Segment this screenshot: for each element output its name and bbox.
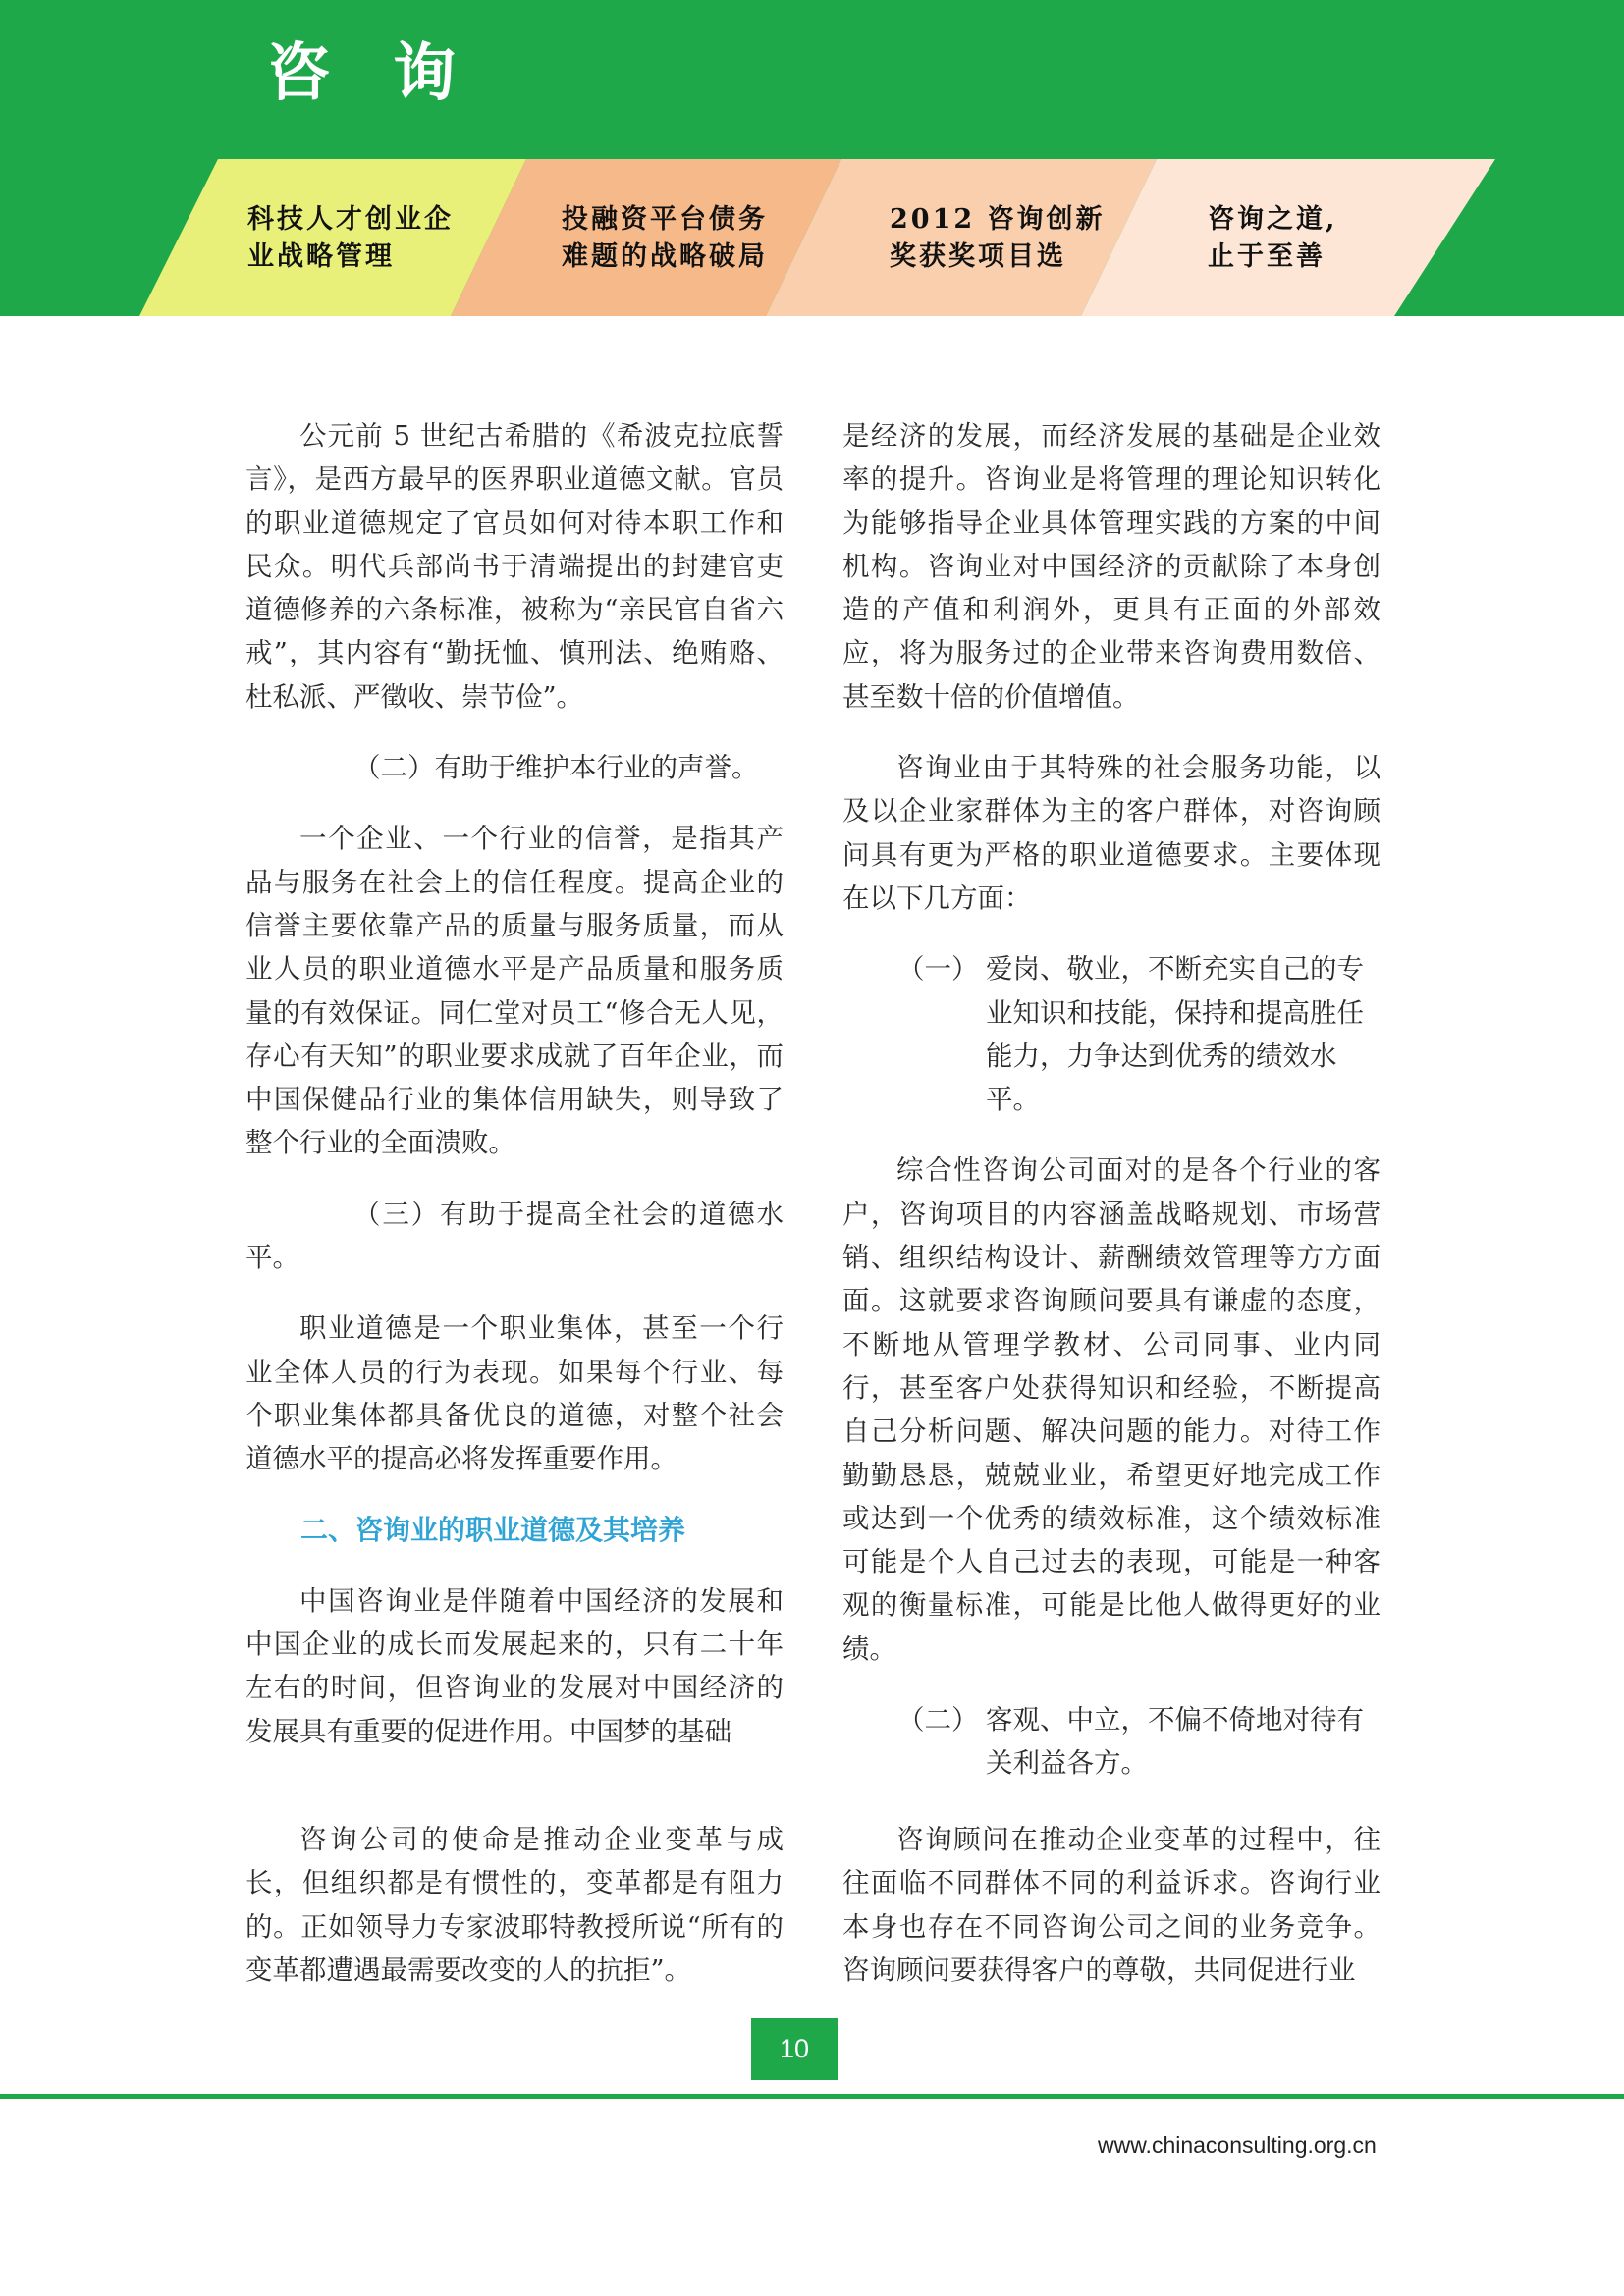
paragraph: 公元前 5 世纪古希腊的《希波克拉底誓言》，是西方最早的医界职业道德文献。官员的职业道德规定了官员如何对待本职工作和民众。明代兵部尚书于清端提出的封建官吏道德修养的六条标准，被称为“亲民官自省六戒”，其内容有“勤抚恤、慎刑法、绝贿赂、杜私派、严徵收、崇节俭”。 [245,420,784,713]
list-text: 客观、中立，不偏不倚地对待有关利益各方。 [986,1704,1364,1780]
header-tabs [0,159,1624,316]
section-heading: 二、咨询业的职业道德及其培养 [300,1513,686,1546]
left-column-bottom [245,1818,784,2019]
tab-2[interactable]: 投融资平台债务 难题的战略破局 [562,204,768,272]
paragraph: 咨询公司的使命是推动企业变革与成长，但组织都是有惯性的，变革都是有阻力的。正如领导力专家波耶特教授所说“所有的变革都遭遇最需要改变的人的抗拒”。 [245,1824,784,1986]
left-column [245,414,784,1781]
paragraph: 职业道德是一个职业集体，甚至一个行业全体人员的行为表现。如果每个行业、每个职业集体都具备优良的道德，对整个社会道德水平的提高必将发挥重要作用。 [245,1312,784,1475]
tab-3[interactable]: 2012 咨询创新 奖获奖项目选 [890,204,1106,272]
paragraph: 是经济的发展，而经济发展的基础是企业效率的提升。咨询业是将管理的理论知识转化为能够指导企业具体管理实践的方案的中间机构。咨询业对中国经济的贡献除了本身创造的产值和利润外，更具有正面的外部效应，将为服务过的企业带来咨询费用数倍、甚至数十倍的价值增值。 [842,420,1380,713]
list-number: （一） [897,953,979,986]
list-item [842,1698,1380,1786]
paragraph: 一个企业、一个行业的信誉，是指其产品与服务在社会上的信任程度。提高企业的信誉主要依靠产品的质量与服务质量，而从业人员的职业道德水平是产品质量和服务质量的有效保证。同仁堂对员工“修合无人见，存心有天知”的职业要求成就了百年企业，而中国保健品行业的集体信用缺失，则导致了整个行业的全面溃败。 [245,823,784,1159]
right-column-bottom [842,1818,1380,2019]
tab-4[interactable]: 咨询之道, 止于至善 [1208,204,1338,272]
header-title: 咨询 [267,36,518,110]
subheading: （二）有助于维护本行业的声誉。 [353,752,759,784]
page-number: 10 [751,2018,838,2080]
tab-1[interactable]: 科技人才创业企 业战略管理 [247,204,454,272]
footer-divider [0,2094,1624,2099]
paragraph: 咨询业由于其特殊的社会服务功能，以及以企业家群体为主的客户群体，对咨询顾问具有更为严格的职业道德要求。主要体现在以下几方面： [842,752,1380,914]
paragraph: 综合性咨询公司面对的是各个行业的客户，咨询项目的内容涵盖战略规划、市场营销、组织结构设计、薪酬绩效管理等方方面面。这就要求咨询顾问要具有谦虚的态度，不断地从管理学教材、公司同事、业内同行，甚至客户处获得知识和经验，不断提高自己分析问题、解决问题的能力。对待工作勤勤恳恳，兢兢业业，希望更好地完成工作或达到一个优秀的绩效标准，这个绩效标准可能是个人自己过去的表现，可能是一种客观的衡量标准，可能是比他人做得更好的业绩。 [842,1154,1380,1665]
subheading: （三）有助于提高全社会的道德水平。 [245,1198,784,1274]
paragraph: 中国咨询业是伴随着中国经济的发展和中国企业的成长而发展起来的，只有二十年左右的时间，但咨询业的发展对中国经济的发展具有重要的促进作用。中国梦的基础 [245,1584,784,1747]
list-item [842,947,1380,1121]
list-number: （二） [897,1704,979,1736]
paragraph: 咨询顾问在推动企业变革的过程中，往往面临不同群体不同的利益诉求。咨询行业本身也存在不同咨询公司之间的业务竞争。咨询顾问要获得客户的尊敬，共同促进行业 [842,1824,1380,1986]
list-text: 爱岗、敬业，不断充实自己的专业知识和技能，保持和提高胜任能力，力争达到优秀的绩效水平。 [986,953,1364,1116]
footer-url[interactable]: www.chinaconsulting.org.cn [1098,2132,1377,2158]
right-column [842,414,1380,1813]
